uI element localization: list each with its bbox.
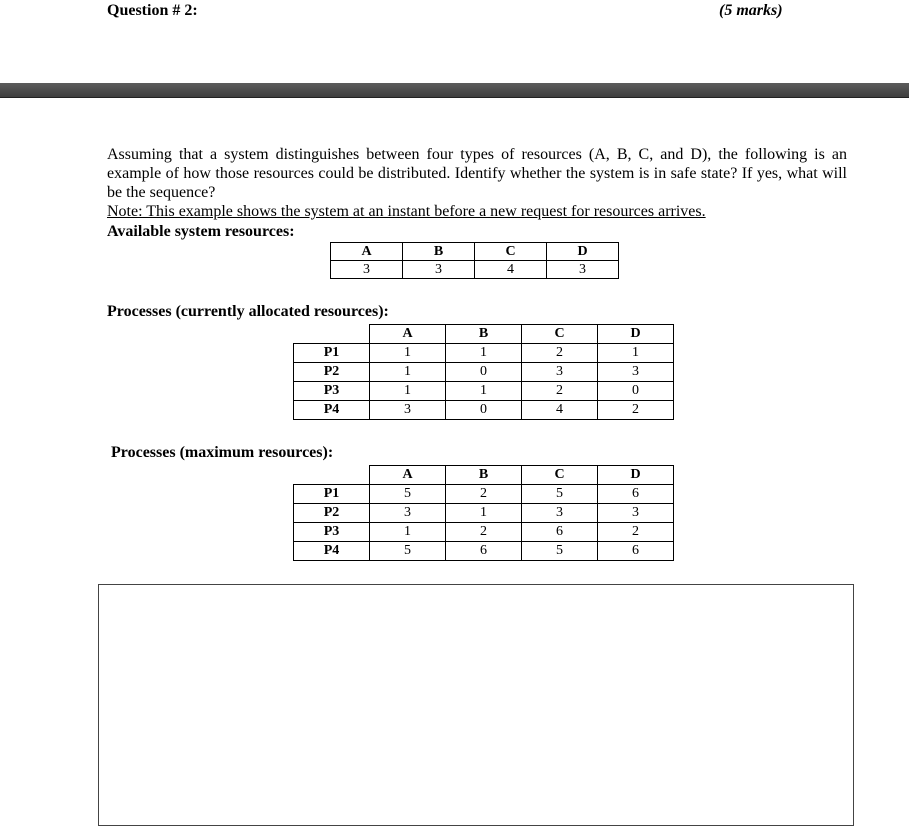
- value-cell: 4: [522, 401, 598, 420]
- value-cell: 5: [370, 485, 446, 504]
- value-cell: 0: [446, 363, 522, 382]
- table-row: [294, 542, 674, 561]
- header-cell: B: [446, 466, 522, 485]
- header-cell: A: [370, 466, 446, 485]
- value-cell: 3: [370, 401, 446, 420]
- value-cell: 5: [522, 485, 598, 504]
- maximum-resources-table: [293, 465, 674, 561]
- value-cell: 2: [598, 523, 674, 542]
- section-divider-bar: [0, 83, 909, 98]
- value-cell: 3: [547, 261, 619, 279]
- header-cell: D: [547, 243, 619, 261]
- value-cell: 2: [522, 344, 598, 363]
- value-cell: 2: [446, 523, 522, 542]
- answer-box[interactable]: [98, 584, 854, 826]
- table-row: [294, 485, 674, 504]
- maximum-resources-label: Processes (maximum resources):: [111, 444, 334, 461]
- header-cell: A: [370, 325, 446, 344]
- question-note: Note: This example shows the system at an instant before a new request for resources arrives.: [107, 203, 706, 220]
- question-marks: (5 marks): [719, 2, 783, 19]
- process-name-cell: P1: [294, 344, 370, 363]
- table-row: [294, 504, 674, 523]
- question-title: Question # 2:: [107, 2, 198, 19]
- value-cell: 1: [598, 344, 674, 363]
- header-cell: C: [475, 243, 547, 261]
- table-row: [331, 261, 619, 279]
- value-cell: 1: [446, 382, 522, 401]
- process-name-cell: P2: [294, 504, 370, 523]
- value-cell: 2: [446, 485, 522, 504]
- process-name-cell: P4: [294, 401, 370, 420]
- value-cell: 1: [370, 523, 446, 542]
- process-name-cell: P4: [294, 542, 370, 561]
- process-name-cell: P3: [294, 382, 370, 401]
- value-cell: 6: [446, 542, 522, 561]
- table-header-row: [294, 466, 674, 485]
- value-cell: 5: [522, 542, 598, 561]
- value-cell: 1: [370, 344, 446, 363]
- value-cell: 2: [598, 401, 674, 420]
- table-row: [294, 523, 674, 542]
- value-cell: 3: [522, 363, 598, 382]
- value-cell: 2: [522, 382, 598, 401]
- process-name-cell: P2: [294, 363, 370, 382]
- header-cell: C: [522, 466, 598, 485]
- corner-cell: [294, 325, 370, 344]
- process-name-cell: P3: [294, 523, 370, 542]
- value-cell: 5: [370, 542, 446, 561]
- value-cell: 0: [446, 401, 522, 420]
- process-name-cell: P1: [294, 485, 370, 504]
- header-cell: C: [522, 325, 598, 344]
- value-cell: 0: [598, 382, 674, 401]
- header-cell: B: [446, 325, 522, 344]
- header-cell: A: [331, 243, 403, 261]
- value-cell: 3: [403, 261, 475, 279]
- value-cell: 1: [446, 504, 522, 523]
- value-cell: 1: [370, 382, 446, 401]
- value-cell: 3: [522, 504, 598, 523]
- value-cell: 1: [370, 363, 446, 382]
- available-resources-label: Available system resources:: [107, 223, 295, 240]
- table-header-row: [294, 325, 674, 344]
- value-cell: 3: [598, 363, 674, 382]
- value-cell: 6: [522, 523, 598, 542]
- value-cell: 3: [331, 261, 403, 279]
- value-cell: 3: [370, 504, 446, 523]
- corner-cell: [294, 466, 370, 485]
- value-cell: 4: [475, 261, 547, 279]
- value-cell: 6: [598, 485, 674, 504]
- header-cell: B: [403, 243, 475, 261]
- table-row: [294, 401, 674, 420]
- allocated-resources-table: [293, 324, 674, 420]
- value-cell: 3: [598, 504, 674, 523]
- value-cell: 1: [446, 344, 522, 363]
- table-row: [294, 344, 674, 363]
- table-row: [294, 382, 674, 401]
- header-cell: D: [598, 325, 674, 344]
- table-row: [294, 363, 674, 382]
- header-cell: D: [598, 466, 674, 485]
- available-resources-table: [330, 242, 619, 279]
- question-paragraph: Assuming that a system distinguishes between four types of resources (A, B, C, and D), the following is an example of how those resources could be distributed. Identify whether the system is in safe state? If yes, what will be the sequence?: [107, 146, 847, 201]
- value-cell: 6: [598, 542, 674, 561]
- table-header-row: [331, 243, 619, 261]
- allocated-resources-label: Processes (currently allocated resources):: [107, 303, 389, 320]
